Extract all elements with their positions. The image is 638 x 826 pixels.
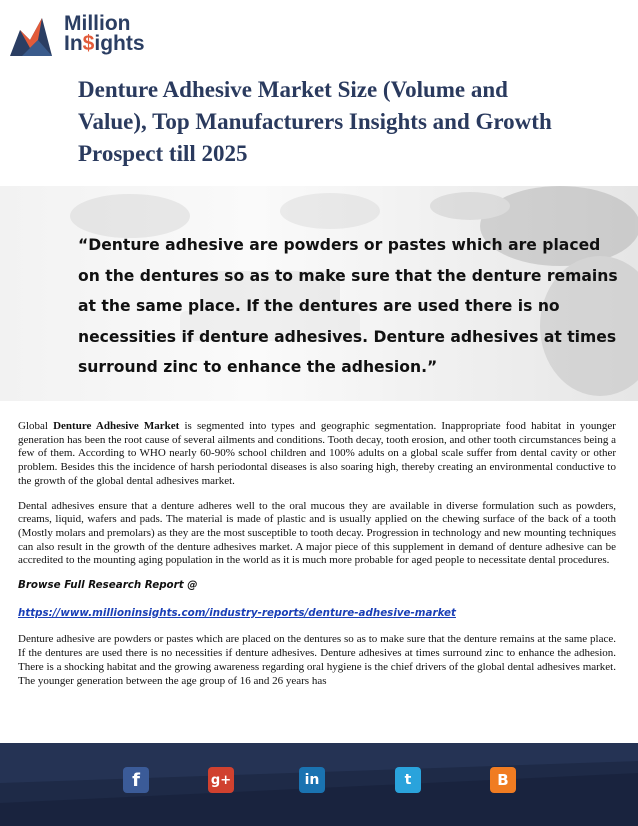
linkedin-icon[interactable]: in — [299, 767, 325, 793]
page-title: Denture Adhesive Market Size (Volume and Value), Top Manufacturers Insights and Growth Prospect till 2025 — [78, 77, 552, 166]
blogger-icon[interactable]: B — [490, 767, 516, 793]
footer-bar — [0, 743, 638, 826]
brand-logo-icon — [8, 10, 58, 58]
paragraph-2: Dental adhesives ensure that a denture adheres well to the oral mucous they are available in diverse formulation such as powders, creams, liquid, wafers and pads. The material is made of plastic and is usually applied on the chewing surface of the back of a tooth (Mostly molars and premolars) as they are the most susceptible to tooth decay. Progression in technology and new mounting techniques can also result in the growth of the denture adhesives market. A major piece of this supplement in demand of denture adhesive can be accredited to the mounting aging population in the world as it is much more probable for aged people to necessitate dental procedures. — [18, 499, 616, 567]
paragraph-3: Denture adhesive are powders or pastes which are placed on the dentures so as to make sure that the denture remains at the same place. If the dentures are used there is no necessities if denture adhesives. Denture adhesives at times surround zinc to enhance the adhesion. There is a shocking habitat and the growing awareness regarding oral hygiene is the chief drivers of the global dental adhesives market. The younger generation between the age group of 16 and 26 years has — [18, 633, 616, 687]
report-link[interactable]: https://www.millioninsights.com/industry-reports/denture-adhesive-market — [18, 606, 456, 619]
article-body — [18, 420, 616, 699]
brand-line1: Million — [64, 12, 131, 35]
quote-text: “Denture adhesive are powders or pastes which are placed on the dentures so as to make sure that the denture remains at the same place. If the dentures are used there is no necessities if denture adhesives. Denture adhesives at times surround zinc to enhance the adhesion.” — [78, 236, 618, 376]
quote-banner — [0, 186, 638, 401]
paragraph-1: Global Denture Adhesive Market is segmented into types and geographic segmentation. Inappropriate food habitat in younger generation has been the root cause of several ailments and conditions. Tooth decay, tooth erosion, and other tooth circumstances being a few of them. According to WHO nearly 60-90% school children and 100% adults on a global scale suffer from dental cavity or other problem. Besides this the incidence of harsh periodontal diseases is also soaring high, thereby creating an environmental conductive to the growth of the global dental adhesives market. — [18, 420, 616, 487]
brand-logo — [8, 10, 145, 58]
market-name: Denture Adhesive Market — [53, 420, 180, 432]
brand-line2: In$ights — [64, 32, 145, 55]
facebook-icon[interactable]: f — [123, 767, 149, 793]
google-plus-icon[interactable]: g+ — [208, 767, 234, 793]
twitter-icon[interactable]: t — [395, 767, 421, 793]
brand-name — [64, 14, 145, 54]
browse-report-label: Browse Full Research Report @ — [18, 579, 198, 592]
